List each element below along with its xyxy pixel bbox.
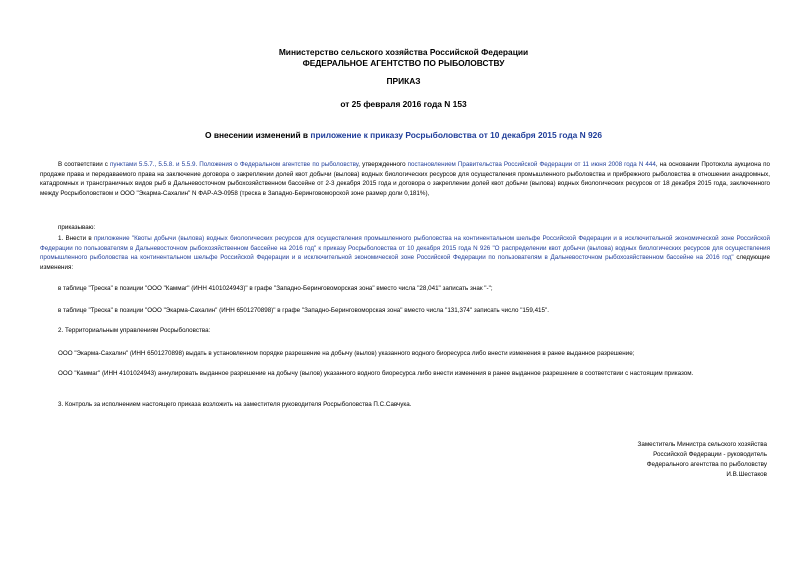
item-1-paragraph (40, 234, 770, 272)
preamble-text-1: В соответствии с (58, 161, 110, 168)
item-1-text-1: 1. Внести в (58, 235, 95, 242)
preamble-text-2: , утвержденного (358, 161, 408, 168)
title-prefix: О внесении изменений в (204, 130, 311, 140)
title-link[interactable]: приложение к приказу Росрыболовства от 10 декабря 2015 года N 926 (310, 130, 602, 140)
ministry-name: Министерство сельского хозяйства Российской Федерации (278, 47, 529, 57)
document-date-number: от 25 февраля 2016 года N 153 (340, 99, 467, 109)
appendix-link[interactable]: приложение "Квоты добычи (вылова) водных биологических ресурсов для осуществления промышленного рыболовства на континентальном шельфе Российской Федерации и в исключительной экономической зоне Российской Федерации по пользователям в Дальневосточном рыбохозяйственном бассейне на 2016 год" к приказу Росрыболовства от 10 декабря 2015 года N 926 "О распределении квот добычи (вылова) водных биологических ресурсов для осуществления промышленного рыболовства на континентальном шельфе Российской Федерации и в исключительной экономической зоне Российской Федерации по пользователям в Дальневосточном рыбохозяйственном бассейне на 2016 год" (40, 235, 770, 262)
item-2-paragraph: 2. Территориальным управлениям Росрыболовства: (58, 327, 211, 334)
change-2: в таблице "Треска" в позиции "ООО "Экарма-Сахалин" (ИНН 6501270898)" в графе "Западно-Беринговоморская зона" вместо числа "131,374" записать число "159,415". (58, 307, 549, 314)
preamble-text-3: , на основании Протокола аукциона по продаже права и передаваемого права на заключение договора о закреплении долей квот добычи (вылова) водных биологических ресурсов для осуществления промышленного рыболовства и прибрежного рыболовства в отношении анадромных, катадромных и трансграничных видов рыб в Дальневосточном рыбохозяйственном бассейне от 2-3 декабря 2015 года и договора о закреплении долей квот добычи (вылова) водных биологических ресурсов от 18 декабря 2015 года, заключенного между Росрыболовством и ООО "Экарма-Сахалин" N ФАР-АЭ-0958 (треска в Западно-Беринговоморской зоне размер доли 0,181%), (40, 161, 771, 197)
signature-block (507, 440, 767, 480)
document-header (0, 47, 807, 69)
signature-line-2: Российской Федерации - руководитель (653, 451, 767, 458)
document-title (0, 130, 807, 140)
government-decree-link[interactable]: постановлением Правительства Российской Федерации от 11 июня 2008 года N 444 (407, 161, 656, 168)
item-3-paragraph: 3. Контроль за исполнением настоящего приказа возложить на заместителя руководителя Росрыболовства П.С.Савчука. (58, 401, 412, 408)
order-word: приказываю: (58, 224, 96, 231)
item-2-sub-1: ООО "Экарма-Сахалин" (ИНН 6501270898) выдать в установленном порядке разрешение на добычу (вылов) указанного водного биоресурса либо внести изменения в ранее выданное разрешение; (58, 350, 635, 357)
signature-line-3: Федерального агентства по рыболовству (646, 461, 767, 468)
regulation-link[interactable]: пунктами 5.5.7., 5.5.8. и 5.5.9. Положения о Федеральном агентстве по рыболовству (109, 161, 359, 168)
preamble-paragraph (40, 160, 770, 198)
document-type: ПРИКАЗ (386, 76, 421, 86)
item-1-text-2: следующие изменения: (40, 254, 770, 271)
change-1: в таблице "Треска" в позиции "ООО "Каммаг" (ИНН 4101024943)" в графе "Западно-Беринговоморская зона" вместо числа "28,041" записать знак "-"; (58, 285, 493, 292)
item-2-sub-2: ООО "Каммаг" (ИНН 4101024943) аннулировать выданное разрешение на добычу (вылов) указанного водного биоресурса либо внести изменения в ранее выданное разрешение в соответствии с настоящим приказом. (58, 370, 694, 377)
signatory-name: И.В.Шестаков (726, 471, 767, 478)
agency-name: ФЕДЕРАЛЬНОЕ АГЕНТСТВО ПО РЫБОЛОВСТВУ (302, 58, 505, 68)
signature-line-1: Заместитель Министра сельского хозяйства (637, 441, 767, 448)
